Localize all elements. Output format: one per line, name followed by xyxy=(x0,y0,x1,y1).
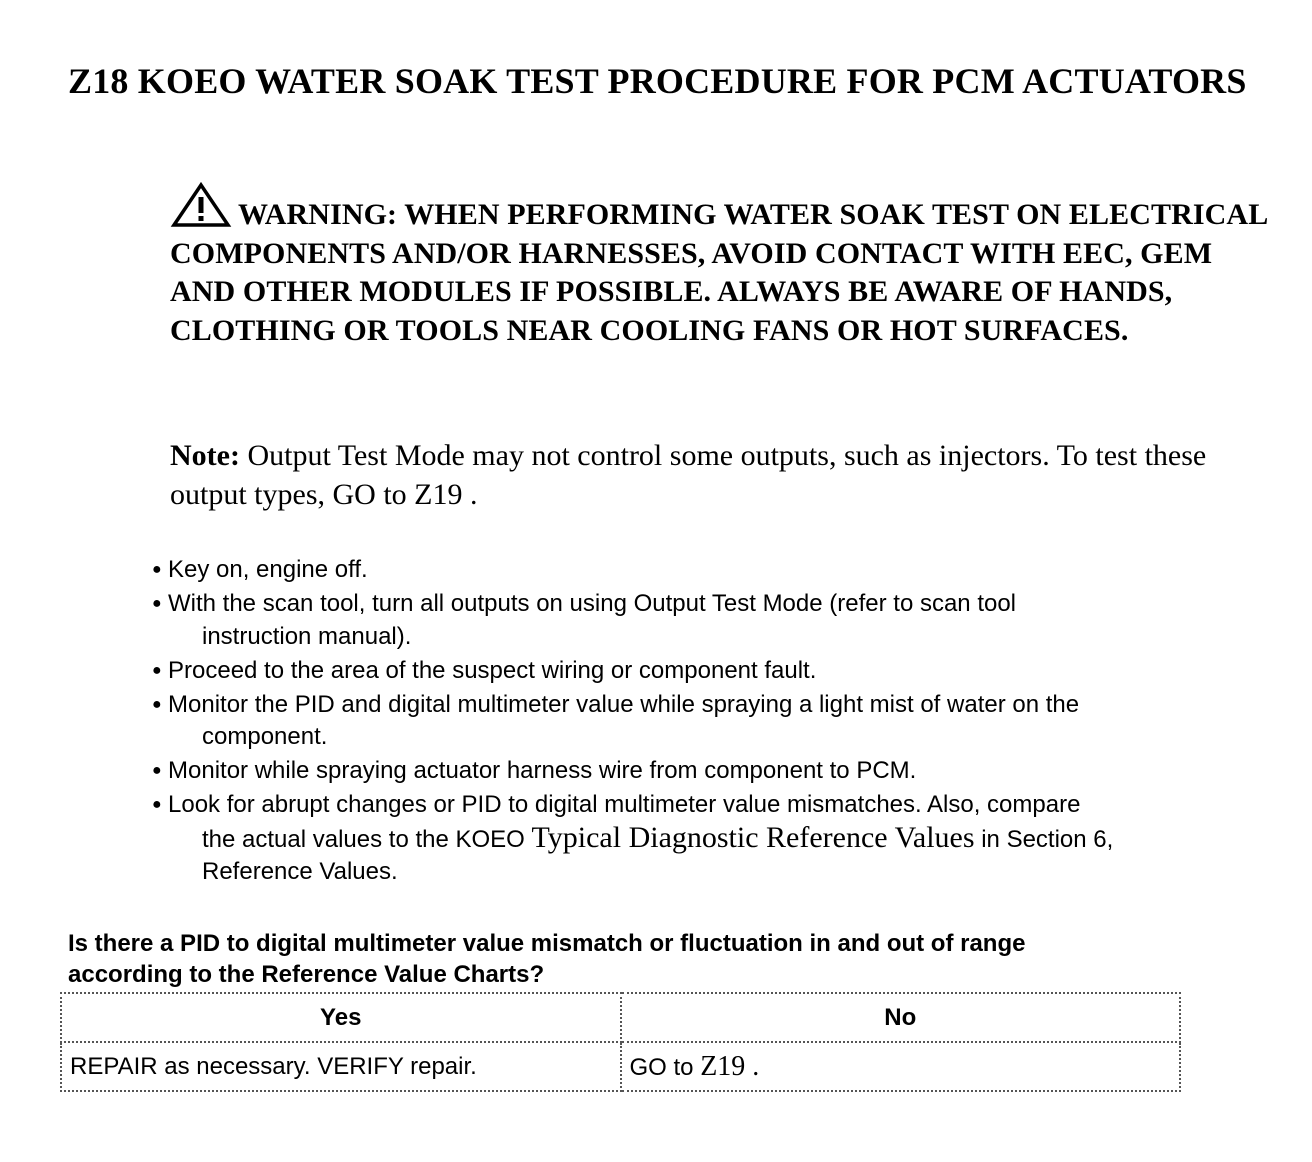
page-title: Z18 KOEO WATER SOAK TEST PROCEDURE FOR PCM ACTUATORS xyxy=(68,61,1247,101)
note-paragraph xyxy=(170,436,1270,514)
note-label: Note: xyxy=(170,439,240,472)
decision-question: Is there a PID to digital multimeter value mismatch or fluctuation in and out of range according to the Reference Value Charts? xyxy=(68,930,1026,988)
bullet-icon: ● xyxy=(152,695,162,713)
list-item: ● With the scan tool, turn all outputs on using Output Test Mode (refer to scan tool instruction manual). xyxy=(152,590,1017,650)
reference-link: Typical Diagnostic Reference Values xyxy=(531,820,975,854)
list-item: ● Monitor while spraying actuator harness wire from component to PCM. xyxy=(152,755,1272,788)
yes-action: REPAIR as necessary. VERIFY repair. xyxy=(61,1042,621,1091)
bullet-icon: ● xyxy=(152,796,162,813)
bullet-icon: ● xyxy=(152,762,162,779)
header-no: No xyxy=(621,993,1181,1042)
warning-triangle-icon xyxy=(170,182,232,228)
goto-link: Z19 . xyxy=(700,1050,760,1082)
no-action: GO to Z19 . xyxy=(621,1042,1181,1091)
decision-table xyxy=(60,992,1181,1092)
list-item: ● Key on, engine off. xyxy=(152,554,1272,587)
bullet-icon: ● xyxy=(152,561,162,578)
bullet-icon: ● xyxy=(152,595,162,612)
table-header-row xyxy=(61,993,1180,1042)
list-item: ● Look for abrupt changes or PID to digital multimeter value mismatches. Also, compare the actual values to the KOEO Typical Diagnostic Reference Values in Section 6, Reference Values. xyxy=(152,791,1114,885)
bullet-icon: ● xyxy=(152,661,162,679)
note-text: Output Test Mode may not control some outputs, such as injectors. To test these output types, GO to Z19 . xyxy=(170,439,1207,511)
warning-text: WARNING: WHEN PERFORMING WATER SOAK TEST ON ELECTRICAL COMPONENTS AND/OR HARNESSES, AVOID CONTACT WITH EEC, GEM AND OTHER MODULES IF POSSIBLE. ALWAYS BE AWARE OF HANDS, CLOTHING OR TOOLS NEAR COOLING FANS OR HOT SURFACES. xyxy=(170,198,1267,347)
header-yes: Yes xyxy=(61,993,621,1042)
procedure-steps xyxy=(152,554,1272,890)
warning-block xyxy=(170,182,1280,350)
list-item: ● Monitor the PID and digital multimeter value while spraying a light mist of water on the component. xyxy=(152,690,1080,750)
table-row xyxy=(61,1042,1180,1091)
list-item: ● Proceed to the area of the suspect wiring or component fault. xyxy=(152,655,1272,688)
